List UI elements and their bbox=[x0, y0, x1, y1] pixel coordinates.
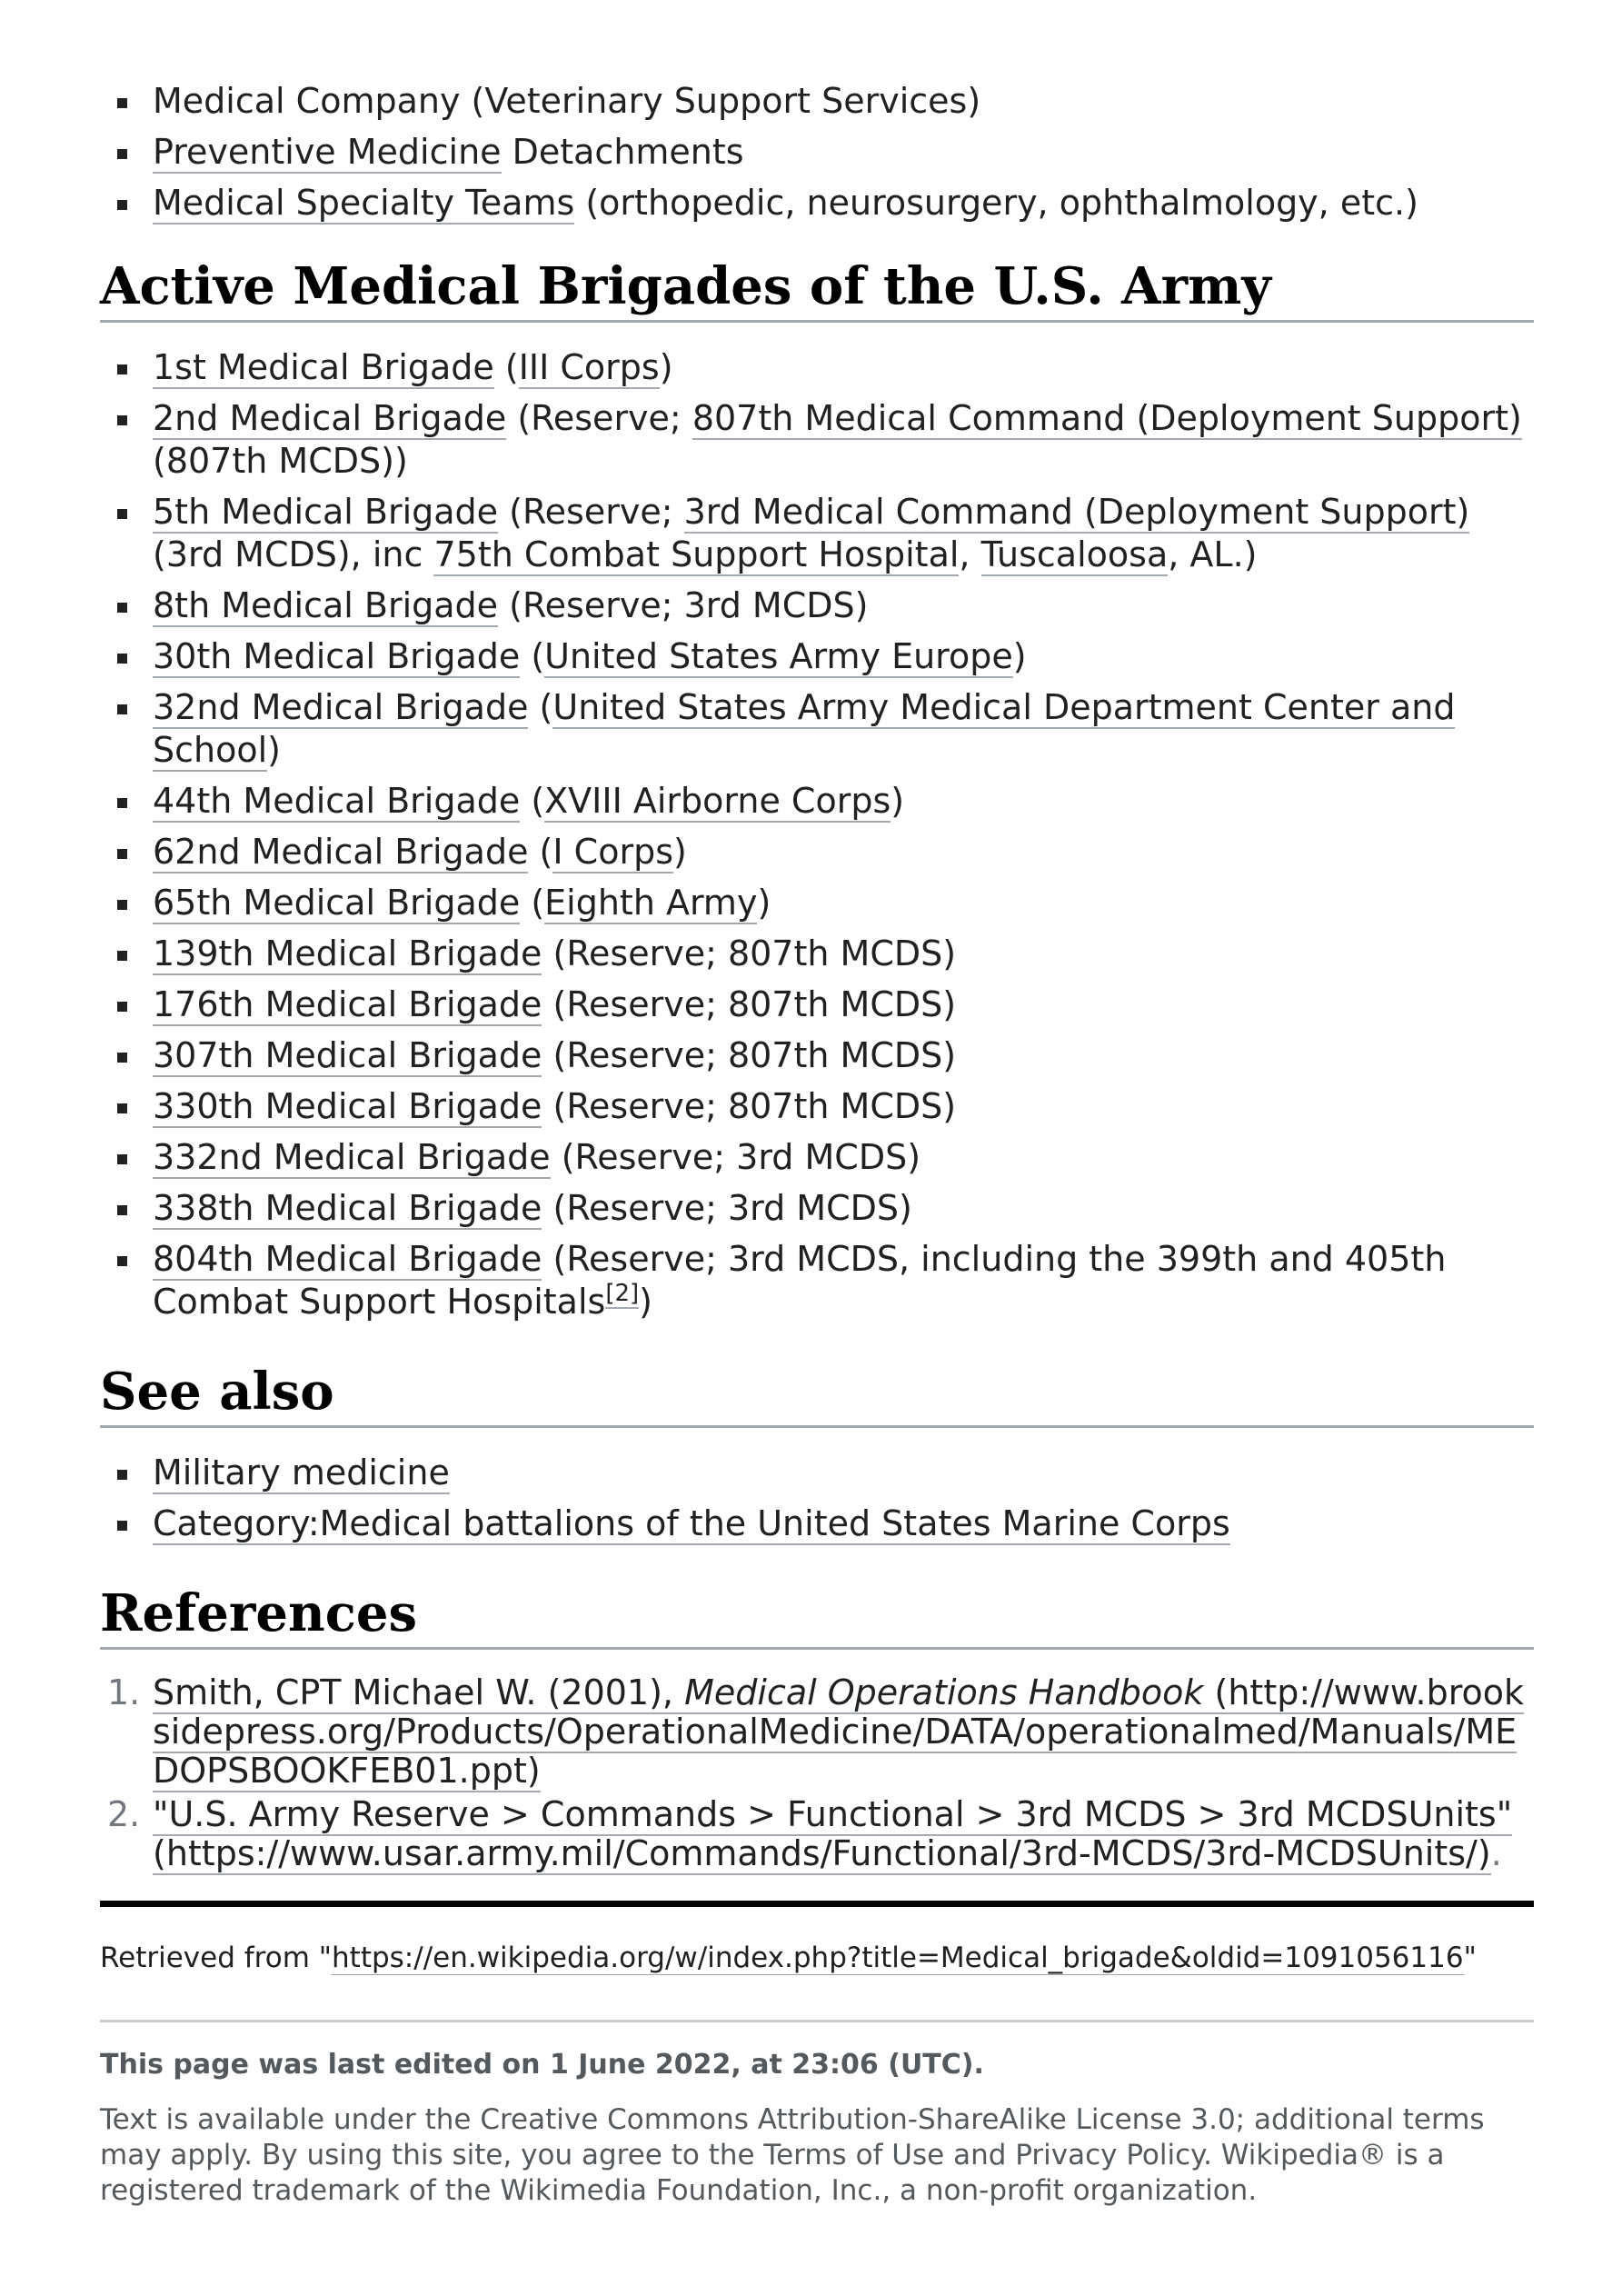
link-preventive-medicine[interactable]: Preventive Medicine bbox=[153, 132, 502, 172]
article-content bbox=[100, 80, 1534, 2209]
brigade-link[interactable]: 338th Medical Brigade bbox=[153, 1188, 542, 1228]
list-item: 804th Medical Brigade (Reserve; 3rd MCDS, including the 399th and 405th Combat Support Hospitals[2]) bbox=[100, 1238, 1534, 1323]
list-item: 330th Medical Brigade (Reserve; 807th MCDS) bbox=[100, 1085, 1534, 1128]
unit-link[interactable]: III Corps bbox=[518, 347, 660, 387]
units-list bbox=[100, 80, 1534, 225]
brigade-link[interactable]: 139th Medical Brigade bbox=[153, 933, 542, 973]
reference-number: 1. bbox=[107, 1672, 141, 1712]
footer-separator bbox=[100, 2020, 1534, 2022]
list-item: Medical Specialty Teams (orthopedic, neurosurgery, ophthalmology, etc.) bbox=[100, 182, 1534, 225]
list-item: Preventive Medicine Detachments bbox=[100, 131, 1534, 174]
citation-link[interactable]: [2] bbox=[605, 1280, 640, 1308]
list-item: 62nd Medical Brigade (I Corps) bbox=[100, 831, 1534, 873]
list-item bbox=[100, 1502, 1534, 1545]
list-item bbox=[100, 1452, 1534, 1494]
list-item: 2nd Medical Brigade (Reserve; 807th Medical Command (Deployment Support) (807th MCDS)) bbox=[100, 397, 1534, 483]
list-item: 1st Medical Brigade (III Corps) bbox=[100, 346, 1534, 389]
location-link[interactable]: Tuscaloosa bbox=[980, 534, 1169, 574]
brigade-link[interactable]: 176th Medical Brigade bbox=[153, 984, 542, 1024]
list-item: 5th Medical Brigade (Reserve; 3rd Medical Command (Deployment Support) (3rd MCDS), inc 75th Combat Support Hospital, Tuscaloosa, AL.) bbox=[100, 491, 1534, 576]
list-item: Medical Company (Veterinary Support Services) bbox=[100, 80, 1534, 123]
reference-item bbox=[100, 1673, 1534, 1791]
license-notice: Text is available under the Creative Commons Attribution-ShareAlike License 3.0; additional terms may apply. By using this site, you agree to the Terms of Use and Privacy Policy. Wikipedia® is a registered trademark of the Wikimedia Foundation, Inc., a non-profit organization. bbox=[100, 2103, 1485, 2207]
brigade-link[interactable]: 2nd Medical Brigade bbox=[153, 398, 507, 438]
brigades-list bbox=[100, 346, 1534, 1323]
list-item: 65th Medical Brigade (Eighth Army) bbox=[100, 882, 1534, 924]
brigade-link[interactable]: 32nd Medical Brigade bbox=[153, 687, 529, 727]
list-item: 338th Medical Brigade (Reserve; 3rd MCDS) bbox=[100, 1187, 1534, 1230]
section-heading-references: References bbox=[100, 1583, 1534, 1650]
unit-link[interactable]: Eighth Army bbox=[544, 883, 758, 923]
reference-item: 2. "U.S. Army Reserve > Commands > Functional > 3rd MCDS > 3rd MCDSUnits" (https://www.usar.army.mil/Commands/Functional/3rd-MCDS/3rd-MCDSUnits/). bbox=[107, 1794, 1513, 1873]
list-item: 139th Medical Brigade (Reserve; 807th MCDS) bbox=[100, 933, 1534, 975]
last-edited-notice: This page was last edited on 1 June 2022, at 23:06 (UTC). bbox=[100, 2049, 984, 2081]
list-item: 32nd Medical Brigade (United States Army Medical Department Center and School) bbox=[100, 686, 1534, 772]
retrieved-from: Retrieved from "https://en.wikipedia.org/w/index.php?title=Medical_brigade&oldid=1091056116" bbox=[100, 1942, 1477, 1974]
permanent-link[interactable]: https://en.wikipedia.org/w/index.php?title=Medical_brigade&oldid=1091056116 bbox=[332, 1942, 1464, 1974]
list-item: 176th Medical Brigade (Reserve; 807th MCDS) bbox=[100, 983, 1534, 1026]
brigade-link[interactable]: 30th Medical Brigade bbox=[153, 636, 521, 676]
brigade-link[interactable]: 804th Medical Brigade bbox=[153, 1239, 542, 1279]
brigade-link[interactable]: 1st Medical Brigade bbox=[153, 347, 494, 387]
link-category-marine-medical-battalions[interactable]: Category:Medical battalions of the United States Marine Corps bbox=[153, 1503, 1230, 1543]
section-heading-see-also: See also bbox=[100, 1362, 1534, 1428]
brigade-link[interactable]: 307th Medical Brigade bbox=[153, 1035, 542, 1075]
reference-number: 2. bbox=[107, 1794, 141, 1834]
list-item: 30th Medical Brigade (United States Army Europe) bbox=[100, 635, 1534, 678]
brigade-link[interactable]: 65th Medical Brigade bbox=[153, 883, 521, 923]
unit-link[interactable]: 807th Medical Command (Deployment Support) bbox=[692, 398, 1522, 438]
brigade-link[interactable]: 8th Medical Brigade bbox=[153, 585, 499, 625]
brigade-link[interactable]: 44th Medical Brigade bbox=[153, 781, 521, 821]
brigade-link[interactable]: 332nd Medical Brigade bbox=[153, 1137, 551, 1177]
references-list bbox=[100, 1673, 1534, 1873]
section-heading-active-brigades: Active Medical Brigades of the U.S. Army bbox=[100, 256, 1534, 323]
footer-divider bbox=[100, 1901, 1534, 1907]
brigade-link[interactable]: 330th Medical Brigade bbox=[153, 1086, 542, 1126]
link-medical-specialty-teams[interactable]: Medical Specialty Teams bbox=[153, 183, 575, 223]
unit-link[interactable]: United States Army Europe bbox=[544, 636, 1013, 676]
brigade-link[interactable]: 62nd Medical Brigade bbox=[153, 832, 529, 872]
link-military-medicine[interactable]: Military medicine bbox=[153, 1452, 450, 1492]
list-item: 307th Medical Brigade (Reserve; 807th MCDS) bbox=[100, 1034, 1534, 1077]
unit-link[interactable]: United States Army Medical Department Center and School bbox=[153, 687, 1456, 770]
see-also-list bbox=[100, 1452, 1534, 1545]
brigade-link[interactable]: 5th Medical Brigade bbox=[153, 492, 499, 532]
list-item: 44th Medical Brigade (XVIII Airborne Corps) bbox=[100, 780, 1534, 823]
reference-link[interactable]: Smith, CPT Michael W. (2001), Medical Operations Handbook (http://www.brooksidepress.org/Products/OperationalMedicine/DATA/operationalmed/Manuals/MEDOPSBOOKFEB01.ppt) bbox=[153, 1672, 1524, 1791]
list-item: 332nd Medical Brigade (Reserve; 3rd MCDS) bbox=[100, 1136, 1534, 1179]
unit-link[interactable]: I Corps bbox=[552, 832, 673, 872]
unit-link[interactable]: 3rd Medical Command (Deployment Support) bbox=[683, 492, 1470, 532]
reference-link[interactable]: "U.S. Army Reserve > Commands > Functional > 3rd MCDS > 3rd MCDSUnits" (https://www.usar.army.mil/Commands/Functional/3rd-MCDS/3rd-MCDSUnits/) bbox=[153, 1794, 1513, 1873]
unit-link[interactable]: 75th Combat Support Hospital bbox=[433, 534, 960, 574]
unit-link[interactable]: XVIII Airborne Corps bbox=[544, 781, 891, 821]
list-item: 8th Medical Brigade (Reserve; 3rd MCDS) bbox=[100, 584, 1534, 627]
citation-superscript bbox=[605, 1280, 639, 1309]
